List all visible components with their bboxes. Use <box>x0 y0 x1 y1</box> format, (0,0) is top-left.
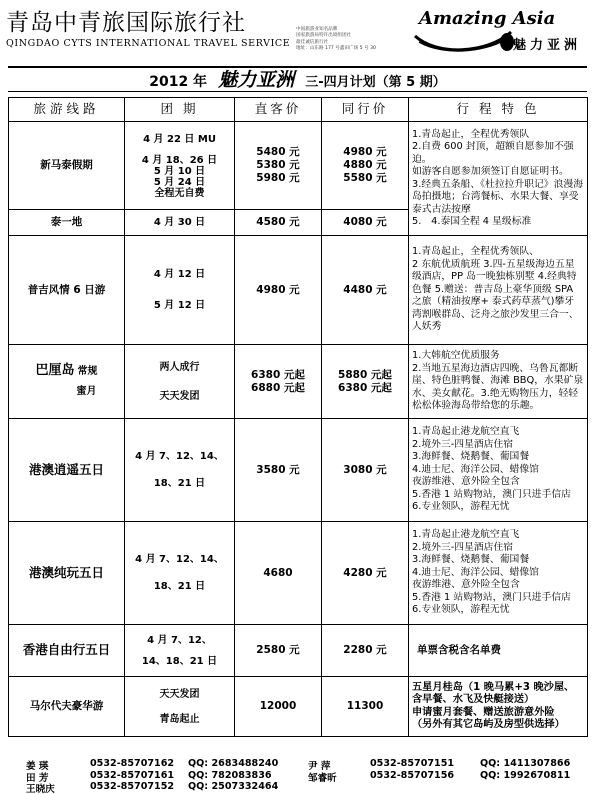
tour-dates <box>125 625 235 677</box>
tour-dates <box>125 522 235 625</box>
route-tag: 常规 <box>77 366 98 377</box>
contact-phone: 0532-85707151 <box>370 758 455 769</box>
contact-qq: QQ: 2683488240 <box>188 758 279 769</box>
amazing-asia-logo <box>405 4 591 54</box>
direct-price <box>235 122 322 210</box>
date-line: 18、21 日 <box>153 581 206 592</box>
feature-line: 1.青岛起止，全程优秀领队、 <box>412 246 539 258</box>
feature-line: 人妖秀 <box>412 321 442 333</box>
feature-line: 1.青岛起止，全程优秀领队 <box>412 128 530 140</box>
date-line: 14、18、21 日 <box>141 655 218 667</box>
contact-name: 邹睿昕 <box>308 772 337 784</box>
date-line: 5 月 10 日 <box>153 166 206 177</box>
contact-row <box>8 781 587 793</box>
date-line: 5 月 24 日 <box>153 177 206 188</box>
feature-line: 1.大韩航空优质服务 <box>412 350 500 362</box>
price-line: 6380 元起 <box>338 381 392 394</box>
feature-line: 湾割喉群岛、泛舟之旅沙发里三合一、 <box>412 308 579 320</box>
price-line: 6380 元起 <box>251 368 305 381</box>
route-name: 香港自由行五日 <box>9 625 125 677</box>
feature-line: 级酒店，PP 岛一晚独栋别墅 4.经典特 <box>412 271 577 283</box>
page-title <box>8 66 587 92</box>
column-header-features: 行 程 特 色 <box>409 98 588 122</box>
company-info-line: 中国旅游业知名品牌 <box>296 27 338 32</box>
date-line: 4 月 18、26 日 <box>141 155 218 166</box>
price-line: 4880 元 <box>343 159 387 171</box>
company-info-line: 地址：山东路 177 号鑫田广场 5 号 30 <box>296 46 376 52</box>
date-line: 全程无自费 <box>154 188 205 199</box>
feature-line: 2 东航优质航班 3.四-五星级海边五星 <box>412 258 575 270</box>
date-line: 4 月 12 日 <box>153 269 206 280</box>
table-row <box>9 625 588 677</box>
tour-dates <box>125 419 235 522</box>
date-line: 青岛起止 <box>159 713 200 725</box>
contact-name: 王晓庆 <box>26 784 55 794</box>
tour-features <box>409 419 588 522</box>
contact-name: 田 芳 <box>26 772 49 784</box>
trade-price <box>322 345 409 419</box>
date-line: 4 月 7、12、 <box>147 634 212 646</box>
price-line: 5480 元 <box>256 146 300 158</box>
contact-qq: QQ: 1411307866 <box>480 758 571 769</box>
feature-line: 之旅（精油按摩+ 泰式药草蒸气)攀牙 <box>412 296 575 308</box>
tour-dates <box>125 236 235 345</box>
date-line: 4 月 22 日 MU <box>143 134 216 145</box>
date-line: 天天发团 <box>159 390 200 402</box>
feature-line: 3.海鲜餐、烧鹅餐、葡国餐 <box>412 554 530 566</box>
contact-phone: 0532-85707152 <box>90 781 175 792</box>
table-row <box>9 419 588 522</box>
feature-line: 4.迪士尼、海洋公园、蜡像馆 <box>412 463 539 475</box>
direct-price: 3580 元 <box>235 419 322 522</box>
table-row <box>9 345 588 419</box>
company-name-en: QINGDAO CYTS INTERNATIONAL TRAVEL SERVICE <box>6 38 291 49</box>
feature-line: 2.境外三-四星酒店住宿 <box>412 541 514 553</box>
direct-price: 12000 <box>235 677 322 737</box>
route-name: 普吉风情 6 日游 <box>9 236 125 345</box>
feature-line: 4.迪士尼、海洋公园、蜡像馆 <box>412 566 539 578</box>
trade-price: 4280 元 <box>322 522 409 625</box>
feature-line: 松松体验海岛带给您的乐趣。 <box>412 400 540 412</box>
route-tag: 蜜月 <box>76 386 97 397</box>
contact-qq: QQ: 1992670811 <box>480 769 571 781</box>
title-sub: 三-四月计划（第 5 期） <box>305 75 446 90</box>
feature-line: 1.青岛起止港龙航空直飞 <box>412 529 520 541</box>
trade-price: 4080 元 <box>322 210 409 236</box>
direct-price: 4980 元 <box>235 236 322 345</box>
table-row <box>9 677 588 737</box>
feature-line: 申请蜜月套餐、赠送旅游意外险 <box>412 706 555 718</box>
feature-line: 水、美女献花。3.绝无购物压力，轻轻 <box>412 387 579 399</box>
tour-table <box>8 97 588 737</box>
contact-row <box>8 758 587 770</box>
column-header-route: 旅游线路 <box>9 98 125 122</box>
feature-line: （另外有其它岛屿及房型供选择） <box>412 719 565 730</box>
feature-line: 2.当地五星海边酒店四晚、乌鲁瓦都断 <box>412 362 579 374</box>
route-name: 港澳纯玩五日 <box>9 522 125 625</box>
date-line: 18、21 日 <box>153 478 206 489</box>
feature-line: 如游客自愿参加须签订自愿证明书。 <box>412 166 569 177</box>
route-name: 港澳逍遥五日 <box>9 419 125 522</box>
trade-price <box>322 122 409 210</box>
title-year: 2012 年 <box>149 74 208 90</box>
company-info-line: 国家旅游局特许出境组团社 <box>296 33 352 39</box>
brand-name-cn: 魅力亚洲 <box>513 38 582 53</box>
feature-line: 2.境外三-四星酒店住宿 <box>412 438 514 450</box>
price-line: 6880 元起 <box>251 381 305 394</box>
contact-phone: 0532-85707156 <box>370 769 455 781</box>
company-info-line: 最佳诚信旅行社 <box>296 39 329 45</box>
tour-dates <box>125 677 235 737</box>
contact-phone: 0532-85707161 <box>90 769 175 781</box>
direct-price: 4580 元 <box>235 210 322 236</box>
brand-name-en: Amazing Asia <box>419 8 556 29</box>
direct-price: 4680 <box>235 522 322 625</box>
trade-price: 3080 元 <box>322 419 409 522</box>
tour-features <box>409 522 588 625</box>
route-name: 泰一地 <box>9 210 125 236</box>
date-line: 4 月 7、12、14、 <box>135 554 224 565</box>
direct-price <box>235 345 322 419</box>
tour-features <box>409 236 588 345</box>
feature-line: 含早餐、水飞及快艇接送） <box>412 694 535 705</box>
feature-line: 3.海鲜餐、烧鹅餐、葡国餐 <box>412 451 530 463</box>
price-line: 5980 元 <box>256 172 300 184</box>
contact-qq: QQ: 782083836 <box>188 769 272 781</box>
feature-line: 五星月桂岛（1 晚马累+3 晚沙屋、 <box>412 681 575 693</box>
date-line: 天天发团 <box>159 688 200 700</box>
company-info <box>296 27 376 53</box>
price-line: 5380 元 <box>256 159 300 171</box>
title-main: 魅力亚洲 <box>218 69 295 91</box>
column-header-dates: 团 期 <box>125 98 235 122</box>
feature-line: 5. 4.泰国全程 4 星级标准 <box>412 216 532 227</box>
tour-features <box>409 345 588 419</box>
direct-price: 2580 元 <box>235 625 322 677</box>
contact-qq: QQ: 2507332464 <box>188 781 279 792</box>
company-name-cn: 青岛中青旅国际旅行社 <box>6 10 246 36</box>
feature-line: 3.经典五条船、《杜拉拉升职记》浪漫海 <box>412 178 583 190</box>
feature-line: 夜游维港、意外险全包含 <box>412 476 520 488</box>
tour-dates: 4 月 30 日 <box>125 210 235 236</box>
date-line: 两人成行 <box>159 361 200 373</box>
date-line: 4 月 7、12、14、 <box>135 451 224 462</box>
table-row <box>9 522 588 625</box>
feature-line: 泰式古法按摩 <box>412 203 471 215</box>
feature-line: 5.香港 1 站购物站，澳门只进手信店 <box>412 591 571 603</box>
column-header-trade-price: 同行价 <box>322 98 409 122</box>
feature-line: 6.专业领队，游程无忧 <box>412 501 510 513</box>
feature-line: 1.青岛起止港龙航空直飞 <box>412 426 520 438</box>
column-header-direct-price: 直客价 <box>235 98 322 122</box>
price-line: 5580 元 <box>343 172 387 184</box>
contact-row <box>8 770 587 782</box>
tour-dates <box>125 122 235 210</box>
trade-price: 2280 元 <box>322 625 409 677</box>
table-header-row <box>9 98 588 122</box>
route-name-cell <box>9 345 125 419</box>
tour-features: 单票含税含名单费 <box>409 625 588 677</box>
feature-line: 5.香港 1 站购物站，澳门只进手信店 <box>412 488 571 500</box>
contact-name: 姜 瑛 <box>26 761 49 772</box>
contact-name: 尹 萍 <box>308 761 331 772</box>
table-row <box>9 122 588 210</box>
contact-phone: 0532-85707162 <box>90 758 175 769</box>
route-name: 马尔代夫豪华游 <box>9 677 125 737</box>
page-header <box>0 0 595 62</box>
price-line: 5880 元起 <box>338 368 392 381</box>
trade-price: 11300 <box>322 677 409 737</box>
price-line: 4980 元 <box>343 146 387 158</box>
route-name: 巴厘岛 <box>35 363 75 378</box>
feature-line: 岛拍摄地；台湾餐标、水果大餐、享受 <box>412 191 579 202</box>
table-row <box>9 236 588 345</box>
tour-features <box>409 677 588 737</box>
tour-dates <box>125 345 235 419</box>
trade-price: 4480 元 <box>322 236 409 345</box>
date-line: 5 月 12 日 <box>153 300 206 311</box>
feature-line: 2.自费 600 封顶，超额自愿参加不强迫。 <box>412 141 574 165</box>
feature-line: 崖、特色脏鸭餐、海滩 BBQ，水果矿泉 <box>412 375 584 387</box>
contact-footer <box>8 758 587 793</box>
tour-features <box>409 122 588 236</box>
feature-line: 夜游维港、意外险全包含 <box>412 579 520 591</box>
feature-line: 色餐 5.赠送：普吉岛上豪华顶级 SPA <box>412 283 574 295</box>
route-name: 新马泰假期 <box>9 122 125 210</box>
feature-line: 6.专业领队，游程无忧 <box>412 604 510 616</box>
